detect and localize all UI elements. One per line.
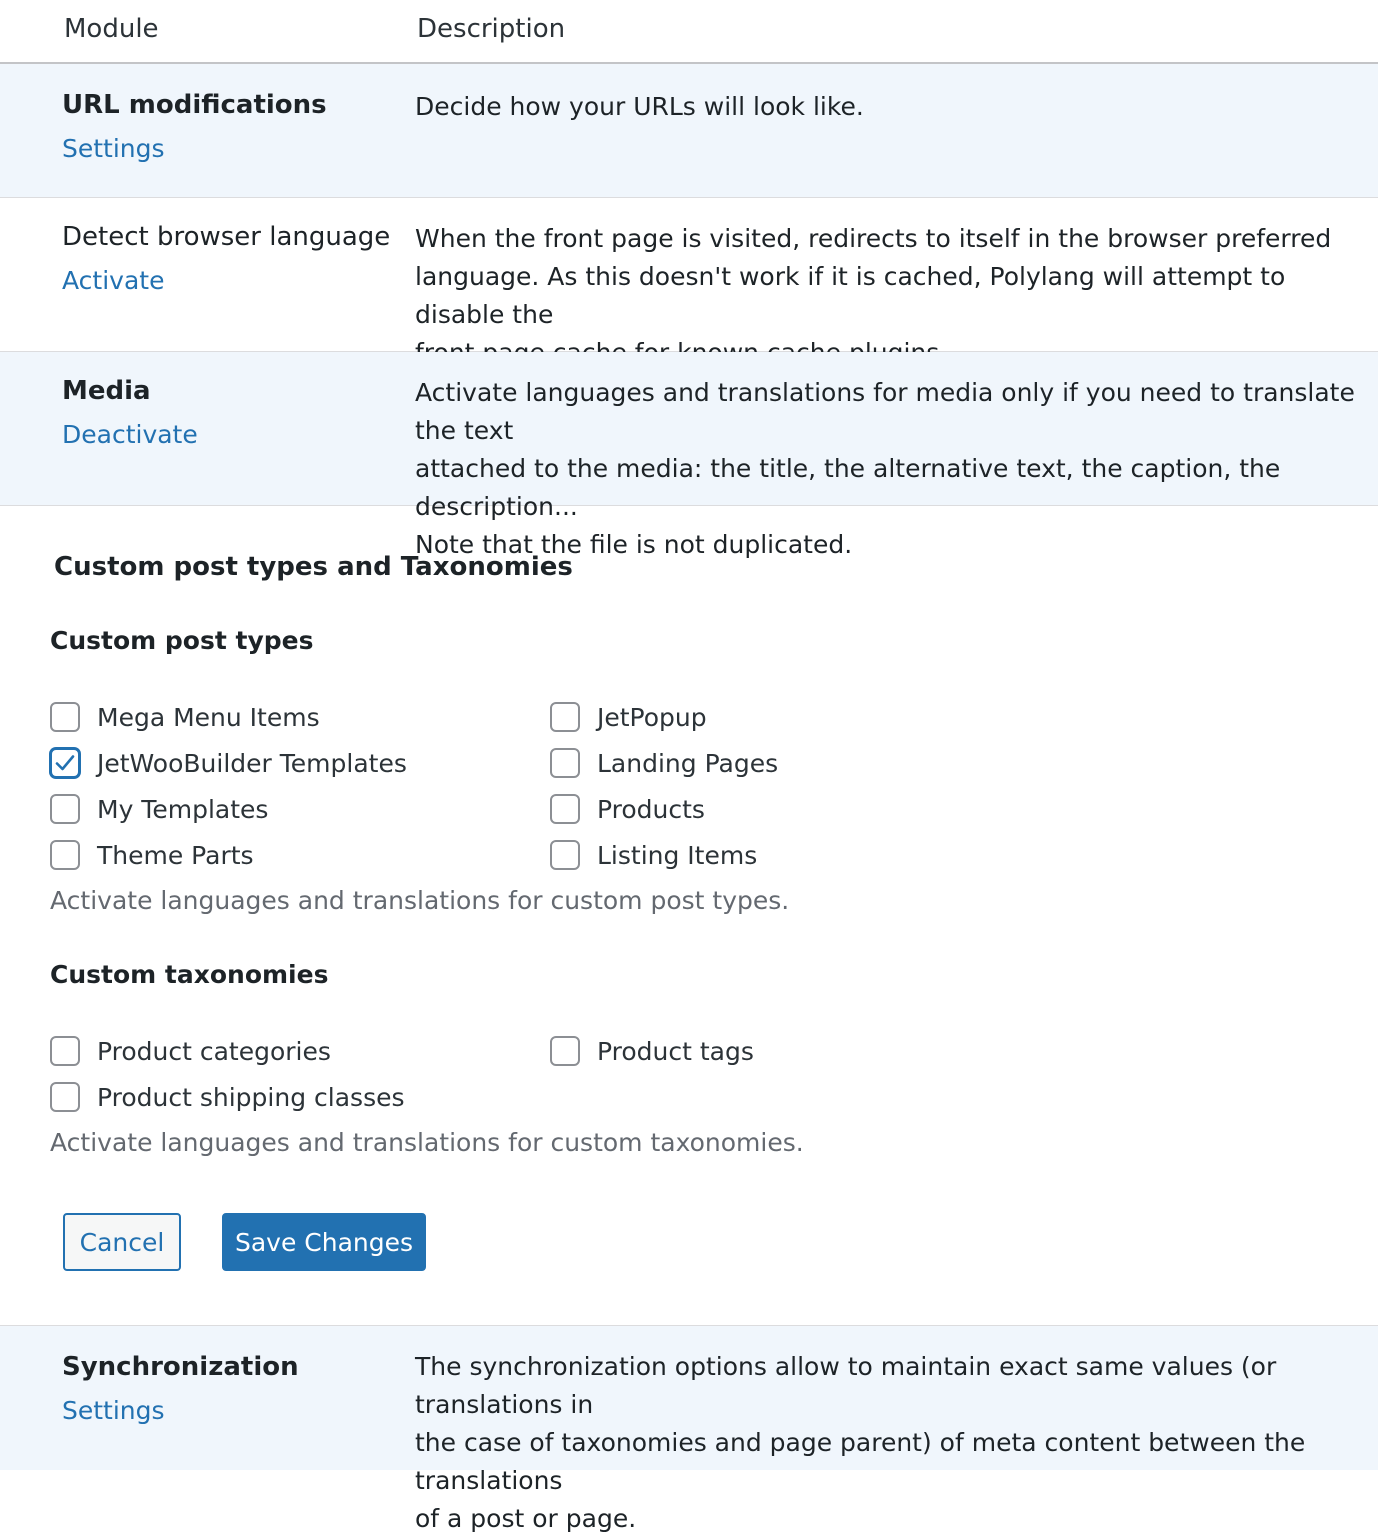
description-line: Activate languages and translations for media only if you need to translate the text xyxy=(415,378,1355,445)
checkbox-box[interactable] xyxy=(50,1036,80,1066)
checkbox-jetwoobuilder-templates[interactable] xyxy=(50,746,407,780)
checkbox-box[interactable] xyxy=(50,1082,80,1112)
save-changes-button[interactable]: Save Changes xyxy=(222,1213,426,1271)
checkbox-label: Products xyxy=(597,794,705,824)
module-description xyxy=(415,1348,1365,1538)
checkbox-landing-pages[interactable] xyxy=(550,746,778,780)
checkbox-box[interactable] xyxy=(50,794,80,824)
checkmark-icon xyxy=(53,751,77,775)
checkbox-mega-menu-items[interactable] xyxy=(50,700,320,734)
checkbox-box[interactable] xyxy=(550,1036,580,1066)
checkbox-box[interactable] xyxy=(550,702,580,732)
checkbox-label: Product categories xyxy=(97,1036,331,1066)
module-row-url-modifications xyxy=(0,64,1378,198)
custom-post-types-heading: Custom post types xyxy=(50,626,314,655)
taxonomies-hint: Activate languages and translations for custom taxonomies. xyxy=(50,1128,804,1157)
module-description xyxy=(415,220,1365,372)
modules-table-header xyxy=(0,0,1378,64)
checkbox-box[interactable] xyxy=(550,794,580,824)
checkbox-label: Landing Pages xyxy=(597,748,779,778)
module-name: Detect browser language xyxy=(62,222,391,252)
module-description xyxy=(415,374,1365,564)
checkbox-box[interactable] xyxy=(50,840,80,870)
column-header-module: Module xyxy=(64,14,159,44)
module-name: Synchronization xyxy=(62,1352,299,1382)
description-line: Note that the file is not duplicated. xyxy=(415,530,853,559)
description-line: of a post or page. xyxy=(415,1504,637,1533)
module-row-synchronization xyxy=(0,1325,1378,1533)
media-deactivate-link[interactable]: Deactivate xyxy=(62,420,198,449)
description-line: attached to the media: the title, the alternative text, the caption, the description... xyxy=(415,454,1281,521)
checkbox-box[interactable] xyxy=(550,748,580,778)
cpt-section-title: Custom post types and Taxonomies xyxy=(54,552,573,582)
checkbox-product-tags[interactable] xyxy=(550,1034,754,1068)
checkbox-label: Theme Parts xyxy=(97,840,254,870)
checkbox-label: Product shipping classes xyxy=(97,1082,405,1112)
description-line: The synchronization options allow to maintain exact same values (or translations in xyxy=(415,1352,1277,1419)
detect-browser-language-activate-link[interactable]: Activate xyxy=(62,266,165,295)
checkbox-box[interactable] xyxy=(550,840,580,870)
checkbox-jetpopup[interactable] xyxy=(550,700,707,734)
description-line: language. As this doesn't work if it is cached, Polylang will attempt to disable the xyxy=(415,262,1286,329)
description-line: When the front page is visited, redirects to itself in the browser preferred xyxy=(415,224,1332,253)
checkbox-box[interactable] xyxy=(50,748,80,778)
checkbox-box[interactable] xyxy=(50,702,80,732)
checkbox-product-shipping-classes[interactable] xyxy=(50,1080,405,1114)
checkbox-label: Listing Items xyxy=(597,840,758,870)
module-row-media xyxy=(0,352,1378,559)
module-name: Media xyxy=(62,376,151,406)
column-header-description: Description xyxy=(417,14,566,44)
url-modifications-settings-link[interactable]: Settings xyxy=(62,134,165,163)
checkbox-label: Product tags xyxy=(597,1036,754,1066)
module-row-detect-browser-language xyxy=(0,198,1378,352)
checkbox-listing-items[interactable] xyxy=(550,838,757,872)
checkbox-label: My Templates xyxy=(97,794,269,824)
description-line: Decide how your URLs will look like. xyxy=(415,92,864,121)
synchronization-settings-link[interactable]: Settings xyxy=(62,1396,165,1425)
checkbox-product-categories[interactable] xyxy=(50,1034,331,1068)
checkbox-label: JetWooBuilder Templates xyxy=(97,748,407,778)
custom-taxonomies-heading: Custom taxonomies xyxy=(50,960,329,989)
module-description xyxy=(415,88,1365,126)
module-name: URL modifications xyxy=(62,90,327,120)
cancel-button[interactable]: Cancel xyxy=(63,1213,181,1271)
checkbox-my-templates[interactable] xyxy=(50,792,268,826)
checkbox-products[interactable] xyxy=(550,792,705,826)
checkbox-label: Mega Menu Items xyxy=(97,702,320,732)
post-types-hint: Activate languages and translations for custom post types. xyxy=(50,886,790,915)
description-line: the case of taxonomies and page parent) of meta content between the translations xyxy=(415,1428,1306,1495)
checkbox-label: JetPopup xyxy=(597,702,707,732)
checkbox-theme-parts[interactable] xyxy=(50,838,254,872)
